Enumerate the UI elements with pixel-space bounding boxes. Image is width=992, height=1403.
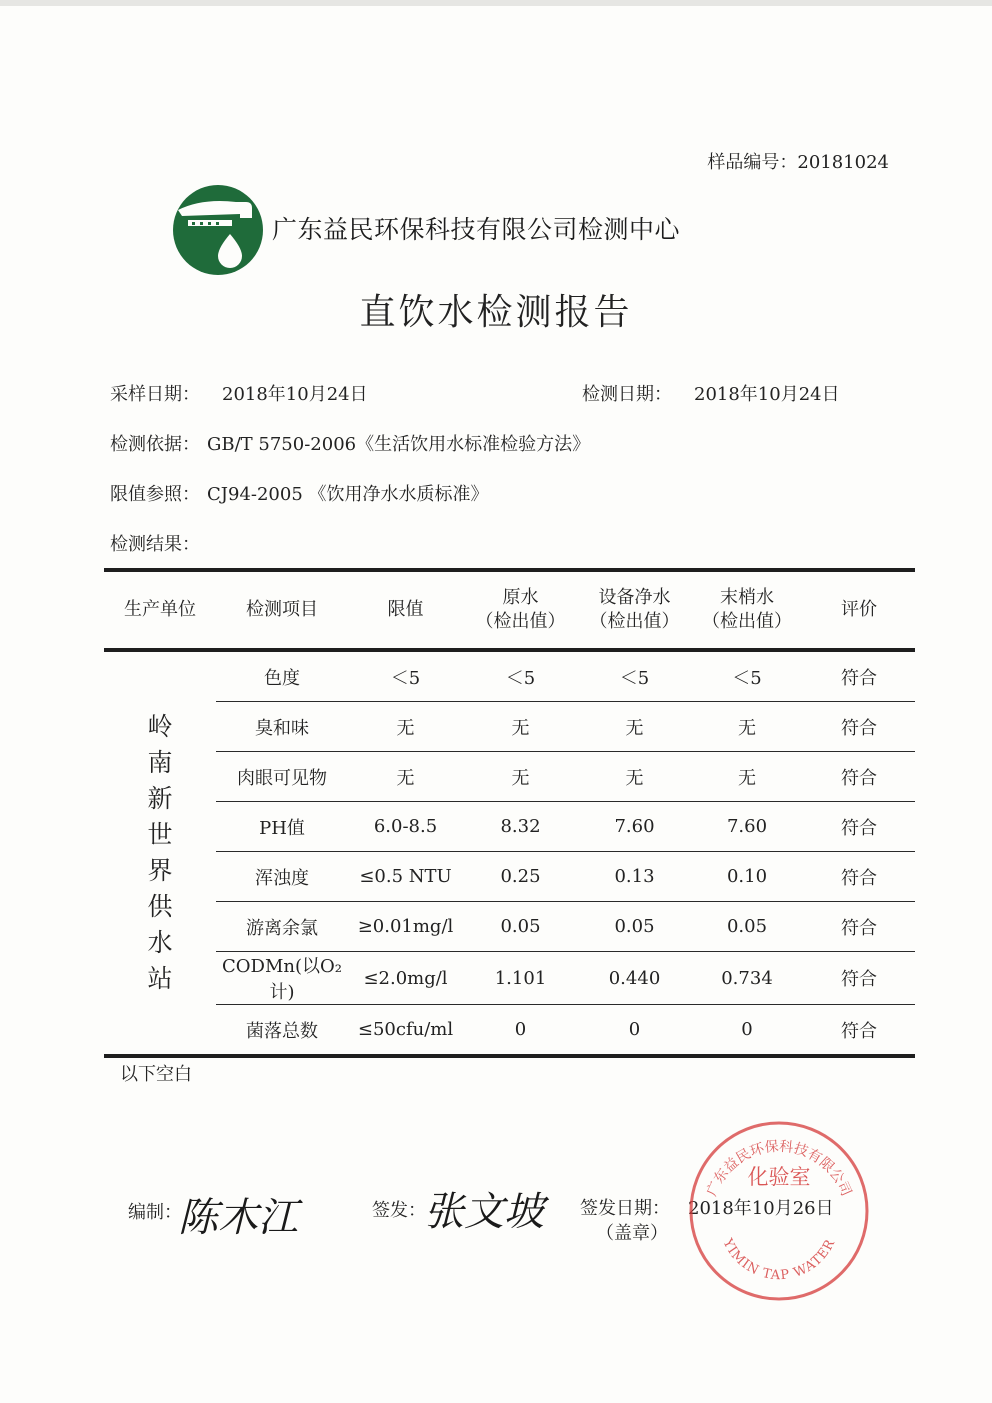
raw-water-value: 无 (463, 752, 578, 802)
terminal-water-value: 0.734 (691, 952, 803, 1005)
device-water-value: 无 (578, 752, 691, 802)
device-water-value: 0 (578, 1005, 691, 1057)
test-item: 色度 (216, 650, 348, 702)
table-header-row (104, 570, 915, 650)
test-item: PH值 (216, 802, 348, 852)
limit-value: ≤0.5 NTU (348, 852, 463, 902)
limit-value: 无 (348, 702, 463, 752)
terminal-water-value: ＜5 (691, 650, 803, 702)
evaluation: 符合 (803, 702, 915, 752)
seal-center-text: 化验室 (747, 1165, 811, 1189)
producer-unit-cell (104, 650, 216, 1056)
basis-text: GB/T 5750-2006《生活饮用水标准检验方法》 (207, 434, 591, 455)
evaluation: 符合 (803, 1005, 915, 1057)
issuer-label: 签发： (372, 1200, 426, 1221)
seal-arc-text: 广东益民环保科技有限公司 (703, 1138, 855, 1199)
device-water-value: ＜5 (578, 650, 691, 702)
header-limit: 限值 (348, 570, 463, 650)
editor-signature: 陈木江 (178, 1195, 298, 1241)
device-water-value: 无 (578, 702, 691, 752)
test-item: 肉眼可见物 (216, 752, 348, 802)
header-terminal: 末梢水 （检出值） (691, 570, 803, 650)
raw-water-value: ＜5 (463, 650, 578, 702)
evaluation: 符合 (803, 650, 915, 702)
test-item: 臭和味 (216, 702, 348, 752)
table-row (104, 852, 915, 902)
test-date-label: 检测日期： (582, 384, 672, 405)
table-row (104, 1005, 915, 1057)
test-item: CODMn(以O₂计) (216, 952, 348, 1005)
raw-water-value: 1.101 (463, 952, 578, 1005)
limit-reference-text: CJ94-2005 《饮用净水水质标准》 (207, 484, 489, 505)
producer-unit-name: 岭南新世界供水站 (147, 712, 173, 993)
raw-water-value: 无 (463, 702, 578, 752)
scan-top-edge (0, 0, 992, 6)
report-title: 直饮水检测报告 (359, 292, 633, 333)
sampling-date: 2018年10月24日 (222, 384, 368, 405)
table-row (104, 650, 915, 702)
company-logo (172, 184, 264, 276)
table-row (104, 902, 915, 952)
limit-value: ≥0.01mg/l (348, 902, 463, 952)
device-water-value: 0.13 (578, 852, 691, 902)
table-row (104, 802, 915, 852)
test-item: 菌落总数 (216, 1005, 348, 1057)
limit-value: 6.0-8.5 (348, 802, 463, 852)
header-eval: 评价 (803, 570, 915, 650)
seal-bottom-text: YIMIN TAP WATER (719, 1236, 839, 1284)
raw-water-value: 0.05 (463, 902, 578, 952)
terminal-water-value: 0.05 (691, 902, 803, 952)
terminal-water-value: 0.10 (691, 852, 803, 902)
seal-note: （盖章） (596, 1223, 668, 1244)
limit-reference-label: 限值参照： (110, 484, 200, 505)
evaluation: 符合 (803, 752, 915, 802)
organization-name: 广东益民环保科技有限公司检测中心 (272, 215, 681, 244)
svg-text:YIMIN TAP WATER (719, 1236, 838, 1284)
header-unit: 生产单位 (104, 570, 216, 650)
raw-water-value: 8.32 (463, 802, 578, 852)
limit-value: ≤50cfu/ml (348, 1005, 463, 1057)
device-water-value: 0.440 (578, 952, 691, 1005)
issue-date: 2018年10月26日 (688, 1198, 834, 1219)
device-water-value: 7.60 (578, 802, 691, 852)
terminal-water-value: 0 (691, 1005, 803, 1057)
issue-date-label: 签发日期： (580, 1198, 670, 1219)
terminal-water-value: 无 (691, 702, 803, 752)
editor-label: 编制： (128, 1202, 182, 1223)
issuer-signature: 张文坡 (424, 1189, 544, 1235)
device-water-value: 0.05 (578, 902, 691, 952)
sampling-date-label: 采样日期： (110, 384, 200, 405)
limit-value: 无 (348, 752, 463, 802)
results-label: 检测结果： (110, 534, 200, 555)
limit-value: ≤2.0mg/l (348, 952, 463, 1005)
table-row (104, 952, 915, 1005)
raw-water-value: 0 (463, 1005, 578, 1057)
red-company-seal (686, 1118, 872, 1304)
evaluation: 符合 (803, 852, 915, 902)
table-row (104, 752, 915, 802)
header-device: 设备净水 （检出值） (578, 570, 691, 650)
terminal-water-value: 7.60 (691, 802, 803, 852)
table-row (104, 702, 915, 752)
blank-note: 以下空白 (120, 1064, 192, 1085)
results-table (104, 568, 915, 1058)
limit-value: ＜5 (348, 650, 463, 702)
test-item: 游离余氯 (216, 902, 348, 952)
basis-label: 检测依据： (110, 434, 200, 455)
header-raw: 原水 （检出值） (463, 570, 578, 650)
test-date: 2018年10月24日 (694, 384, 840, 405)
header-item: 检测项目 (216, 570, 348, 650)
evaluation: 符合 (803, 952, 915, 1005)
evaluation: 符合 (803, 802, 915, 852)
sample-number: 样品编号：20181024 (707, 152, 889, 173)
evaluation: 符合 (803, 902, 915, 952)
test-item: 浑浊度 (216, 852, 348, 902)
terminal-water-value: 无 (691, 752, 803, 802)
raw-water-value: 0.25 (463, 852, 578, 902)
